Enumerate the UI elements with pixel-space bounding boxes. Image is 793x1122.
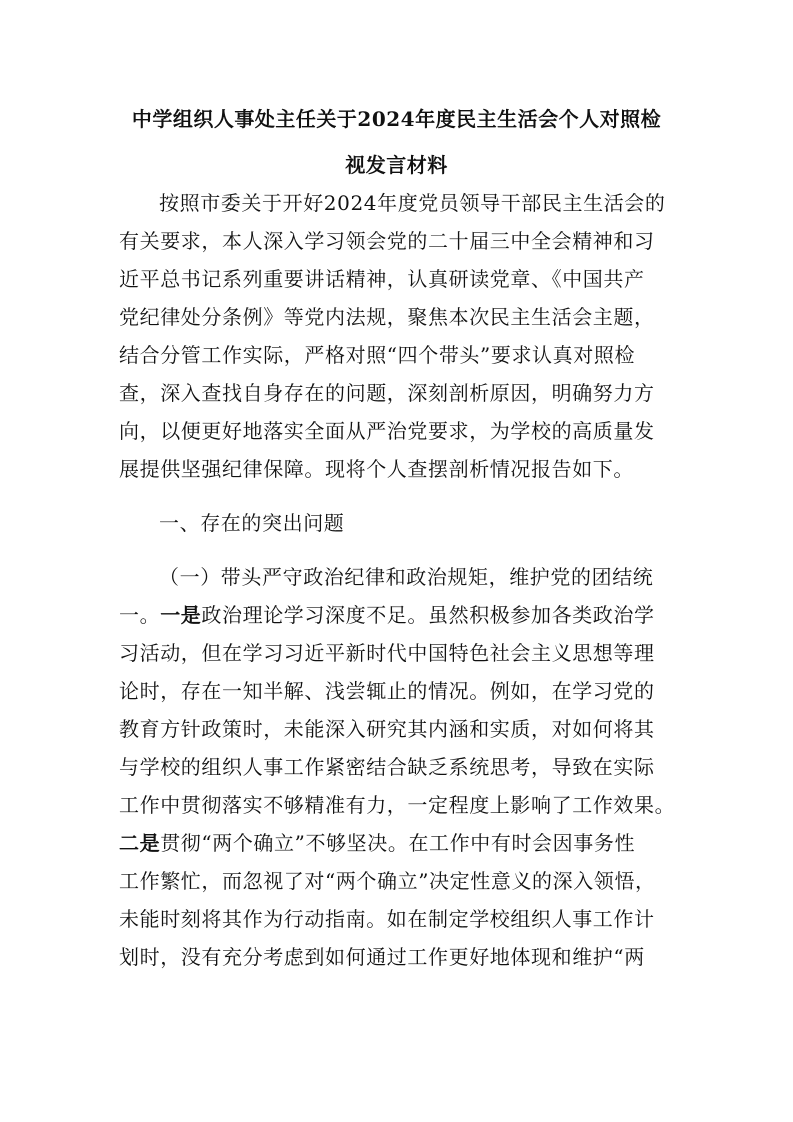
body-line: 工作繁忙，而忽视了对“两个确立”决定性意义的深入领悟，	[119, 869, 656, 893]
body-text: 一。	[119, 603, 161, 627]
body-line: 未能时刻将其作为行动指南。如在制定学校组织人事工作计	[119, 907, 655, 931]
body-text: 贯彻“两个确立”不够坚决。在工作中有时会因事务性	[160, 831, 636, 855]
body-line: 查，深入查找自身存在的问题，深刻剖析原因，明确努力方	[119, 381, 655, 405]
document-title-line-1: 中学组织人事处主任关于2024年度民主生活会个人对照检	[131, 107, 662, 131]
body-line: 党纪律处分条例》等党内法规，聚焦本次民主生活会主题，	[119, 305, 655, 329]
body-line: 按照市委关于开好2024年度党员领导干部民主生活会的	[159, 191, 666, 215]
document-title-line-2: 视发言材料	[345, 153, 448, 177]
body-line	[119, 602, 655, 628]
body-line: 有关要求，本人深入学习领会党的二十届三中全会精神和习	[119, 229, 655, 253]
body-text: 政治理论学习深度不足。虽然积极参加各类政治学	[201, 603, 655, 627]
body-line: 与学校的组织人事工作紧密结合缺乏系统思考，导致在实际	[119, 755, 655, 779]
body-line: 划时，没有充分考虑到如何通过工作更好地体现和维护“两	[119, 945, 645, 969]
body-line: 工作中贯彻落实不够精准有力，一定程度上影响了工作效果。	[119, 793, 676, 817]
body-line: 向，以便更好地落实全面从严治党要求，为学校的高质量发	[119, 419, 655, 443]
body-line: 近平总书记系列重要讲话精神，认真研读党章、《中国共产	[119, 267, 645, 291]
subsection-heading: （一）带头严守政治纪律和政治规矩，维护党的团结统	[159, 565, 654, 589]
body-line	[119, 830, 635, 856]
body-line: 习活动，但在学习习近平新时代中国特色社会主义思想等理	[119, 641, 655, 665]
keyword-first: 一是	[160, 603, 202, 627]
body-line: 结合分管工作实际，严格对照“四个带头”要求认真对照检	[119, 343, 636, 367]
keyword-second: 二是	[119, 831, 161, 855]
body-line: 教育方针政策时，未能深入研究其内涵和实质，对如何将其	[119, 717, 655, 741]
section-heading: 一、存在的突出问题	[159, 511, 345, 535]
body-line: 论时，存在一知半解、浅尝辄止的情况。例如，在学习党的	[119, 679, 655, 703]
body-line: 展提供坚强纪律保障。现将个人查摆剖析情况报告如下。	[119, 457, 634, 481]
